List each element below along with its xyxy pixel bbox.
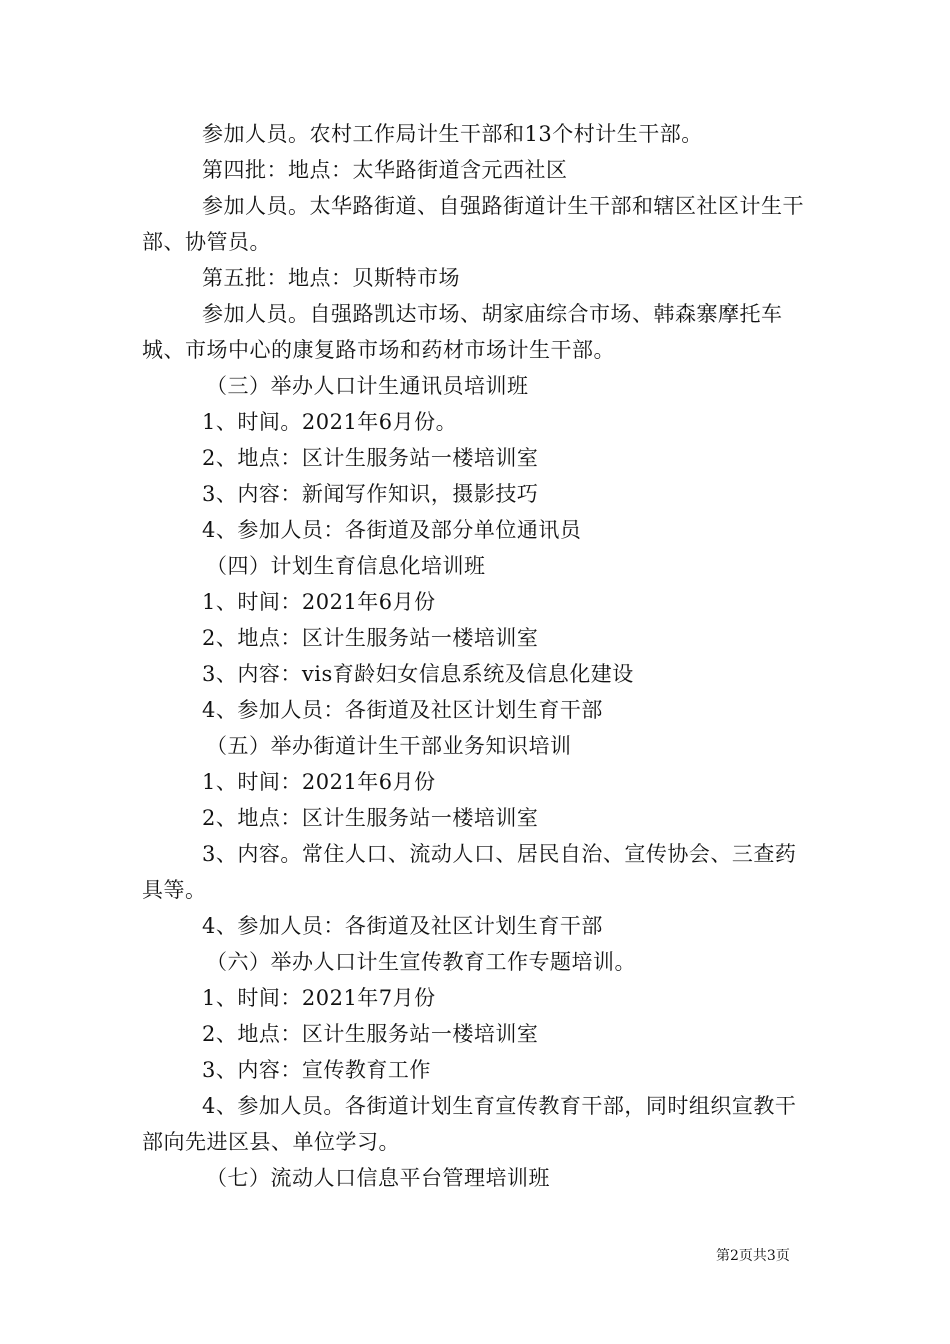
paragraph: 2、地点：区计生服务站一楼培训室 — [202, 446, 539, 470]
paragraph: 4、参加人员：各街道及部分单位通讯员 — [202, 518, 582, 542]
paragraph: 1、时间。2021年6月份。 — [202, 410, 458, 434]
paragraph: 参加人员。太华路街道、自强路街道计生干部和辖区社区计生干部、协管员。 — [142, 194, 804, 254]
page-number-footer: 第2页共3页 — [716, 1248, 790, 1264]
paragraph: 3、内容：vis育龄妇女信息系统及信息化建设 — [202, 662, 634, 686]
paragraph: 1、时间：2021年6月份 — [202, 590, 436, 614]
paragraph: 第五批：地点：贝斯特市场 — [202, 266, 460, 290]
paragraph: 参加人员。农村工作局计生干部和13个村计生干部。 — [202, 122, 703, 146]
paragraph: 1、时间：2021年7月份 — [202, 986, 436, 1010]
paragraph: 3、内容：宣传教育工作 — [202, 1058, 431, 1082]
paragraph: 4、参加人员：各街道及社区计划生育干部 — [202, 698, 603, 722]
section-heading: （四）计划生育信息化培训班 — [206, 554, 486, 578]
paragraph: 2、地点：区计生服务站一楼培训室 — [202, 1022, 539, 1046]
paragraph: 3、内容：新闻写作知识，摄影技巧 — [202, 482, 539, 506]
paragraph: 4、参加人员：各街道及社区计划生育干部 — [202, 914, 603, 938]
paragraph: 2、地点：区计生服务站一楼培训室 — [202, 806, 539, 830]
paragraph: 2、地点：区计生服务站一楼培训室 — [202, 626, 539, 650]
section-heading: （三）举办人口计生通讯员培训班 — [206, 374, 529, 398]
section-heading: （六）举办人口计生宣传教育工作专题培训。 — [206, 950, 636, 974]
document-body — [142, 116, 810, 1196]
paragraph: 参加人员。自强路凯达市场、胡家庙综合市场、韩森寨摩托车城、市场中心的康复路市场和药材市场计生干部。 — [142, 302, 783, 362]
paragraph: 第四批：地点：太华路街道含元西社区 — [202, 158, 568, 182]
section-heading: （七）流动人口信息平台管理培训班 — [206, 1166, 550, 1190]
paragraph: 1、时间：2021年6月份 — [202, 770, 436, 794]
paragraph: 3、内容。常住人口、流动人口、居民自治、宣传协会、三查药具等。 — [142, 842, 797, 902]
section-heading: （五）举办街道计生干部业务知识培训 — [206, 734, 572, 758]
paragraph: 4、参加人员。各街道计划生育宣传教育干部，同时组织宣教干部向先进区县、单位学习。 — [142, 1094, 797, 1154]
